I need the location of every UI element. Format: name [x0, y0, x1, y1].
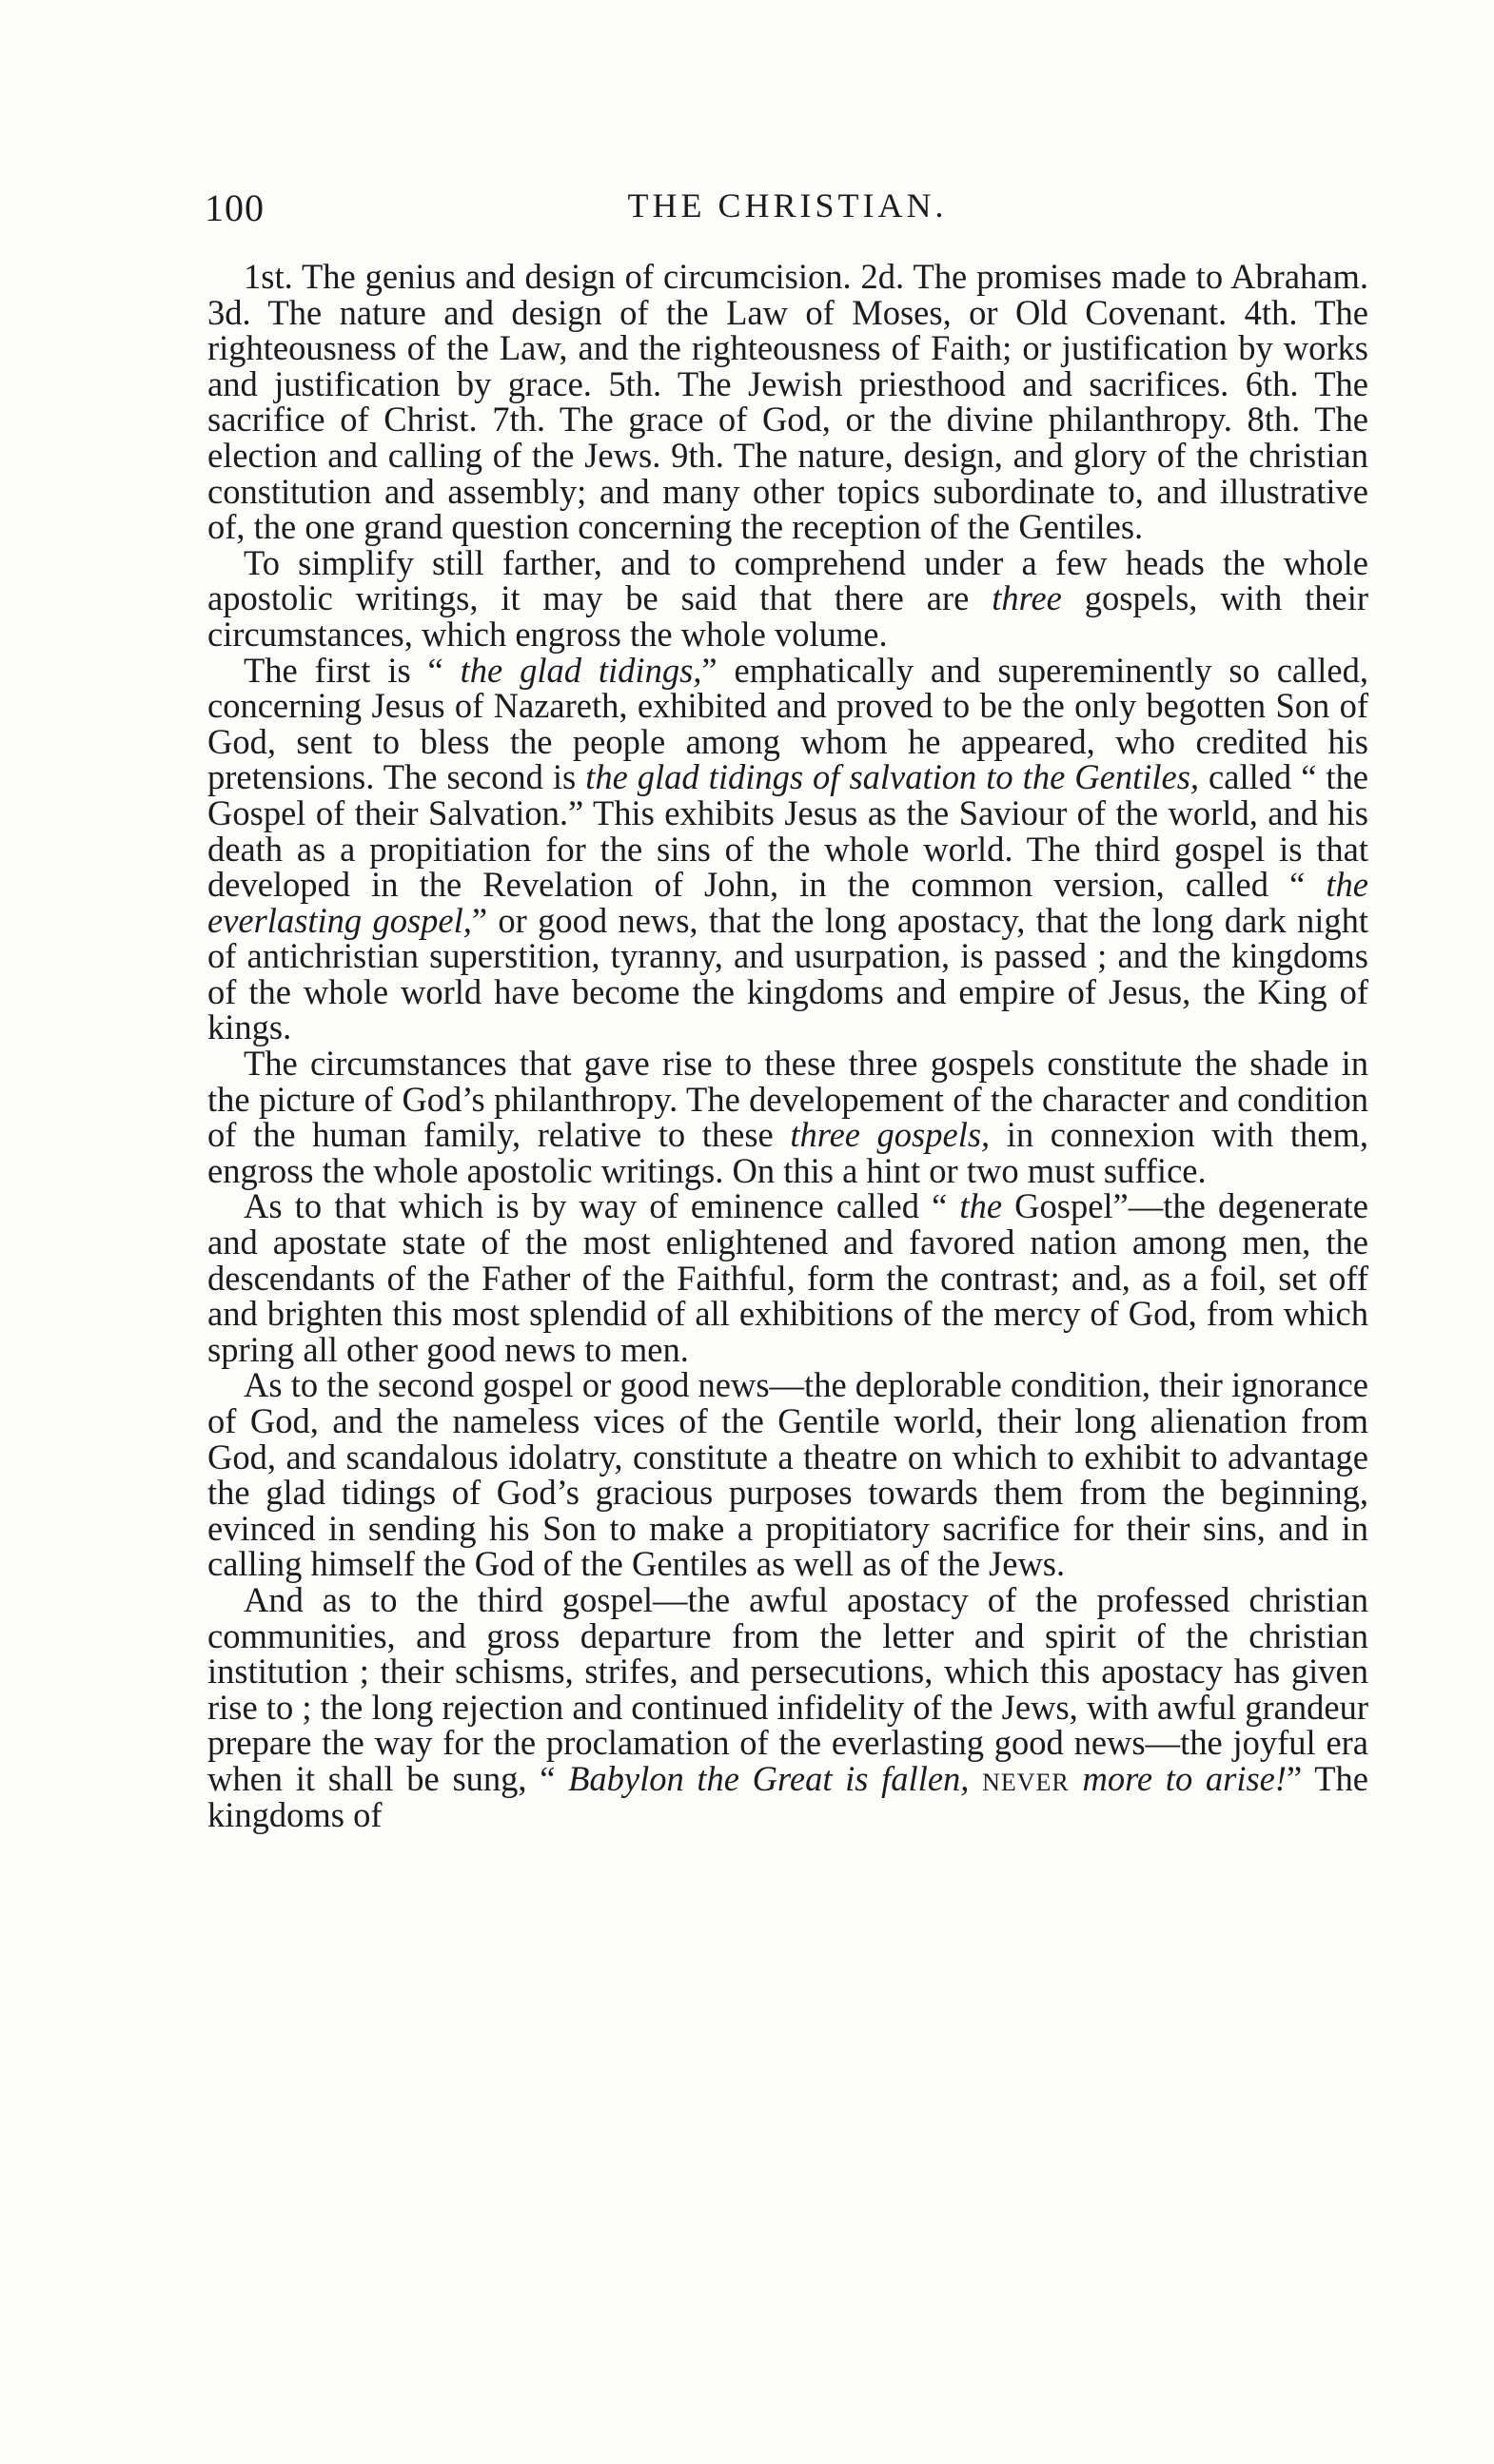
page-header — [205, 186, 1370, 243]
body-text — [207, 259, 1368, 1832]
italic-phrase: the everlasting gospel, — [207, 865, 1368, 940]
paragraph — [207, 1579, 1368, 1834]
paragraph — [207, 1188, 1368, 1367]
paragraph — [207, 1367, 1368, 1582]
text-run: 1st. The genius and design of circumcision. 2d. The promises made to Abraham. 3d. The nature and design of the Law of Moses, or Old Covenant. 4th. The righteousness of the Law, and the righteousness of Faith; or justification by works and justification by grace. 5th. The Jewish priesthood and sacrifices. 6th. The sacrifice of Christ. 7th. The grace of God, or the divine philanthropy. 8th. The election and calling of the Jews. 9th. The nature, design, and glory of the christian constitution and assembly; and many other topics subordinate to, and illustrative of, the one grand question concerning the reception of the Gentiles. — [207, 257, 1368, 547]
running-title: THE CHRISTIAN. — [627, 186, 948, 225]
text-run: ” or good news, that the long apostacy, that the long dark night of antichristian superstition, tyranny, and usurpation, is passed ; and the kingdoms of the whole world have become the kingdoms and empire of Jesus, the King of kings. — [207, 900, 1368, 1047]
text-run: The first is “ — [244, 650, 461, 690]
paragraph — [207, 650, 1368, 1047]
text-run: And as to the third gospel—the awful apostacy of the professed christian communities, and gross departure from the letter and spirit of the christian institution ; their schisms, strifes, and persecutions, which this apostacy has given rise to ; the long rejection and continued infidelity of the Jews, with awful grandeur prepare the way for the proclamation of the everlasting good news—the joyful era when it shall be sung, “ — [207, 1579, 1368, 1798]
page-number: 100 — [205, 186, 265, 229]
text-run: in connexion with them, engross the whole apostolic writings. On this a hint or two must suffice. — [207, 1115, 1368, 1190]
text-run: To simplify still farther, and to comprehend under a few heads the whole apostolic writings, it may be said that there are — [207, 542, 1368, 618]
italic-phrase: the glad tidings, — [460, 650, 702, 690]
text-run: ” The kingdoms of — [207, 1758, 1368, 1834]
italic-phrase: the glad tidings of salvation to the Gentiles, — [585, 757, 1200, 797]
text-run: ” emphatically and supereminently so called, concerning Jesus of Nazareth, exhibited and proved to be the only begotten Son of God, sent to bless the people among whom he appeared, who credited his pretensions. The second is — [207, 650, 1368, 797]
text-run: The circumstances that gave rise to these three gospels constitute the shade in the picture of God’s philanthropy. The developement of the character and condition of the human family, relative to these — [207, 1044, 1368, 1155]
text-run: As to that which is by way of eminence called “ — [244, 1186, 960, 1226]
italic-phrase: three — [992, 578, 1062, 618]
text-run — [1070, 1759, 1083, 1798]
italic-phrase: the — [959, 1186, 1003, 1226]
smallcaps-word: never — [982, 1758, 1070, 1798]
italic-phrase: Babylon the Great is fallen, — [568, 1758, 970, 1798]
text-run: gospels, with their circumstances, which engross the whole volume. — [207, 578, 1368, 654]
paragraph — [207, 259, 1368, 545]
text-run: As to the second gospel or good news—the deplorable condition, their ignorance of God, and the nameless vices of the Gentile world, their long alienation from God, and scandalous idolatry, constitute a theatre on which to exhibit to advantage the glad tidings of God’s gracious purposes towards them from the beginning, evinced in sending his Son to make a propitiatory sacrifice for their sins, and in calling himself the God of the Gentiles as well as of the Jews. — [207, 1365, 1368, 1584]
italic-phrase: more to arise! — [1082, 1758, 1288, 1798]
text-run: Gospel”—the degenerate and apostate state of the most enlightened and favored nation among men, the descendants of the Father of the Faithful, form the contrast; and, as a foil, set off and brighten this most splendid of all exhibitions of the mercy of God, from which spring all other good news to men. — [207, 1186, 1368, 1369]
italic-phrase: three gospels, — [790, 1115, 991, 1155]
text-run: called “ the Gospel of their Salvation.” This exhibits Jesus as the Saviour of the world, and his death as a propitiation for the sins of the whole world. The third gospel is that developed in the Revelation of John, in the common version, called “ — [207, 757, 1368, 905]
paragraph — [207, 542, 1368, 654]
paragraph — [207, 1046, 1368, 1188]
text-run — [969, 1759, 982, 1798]
